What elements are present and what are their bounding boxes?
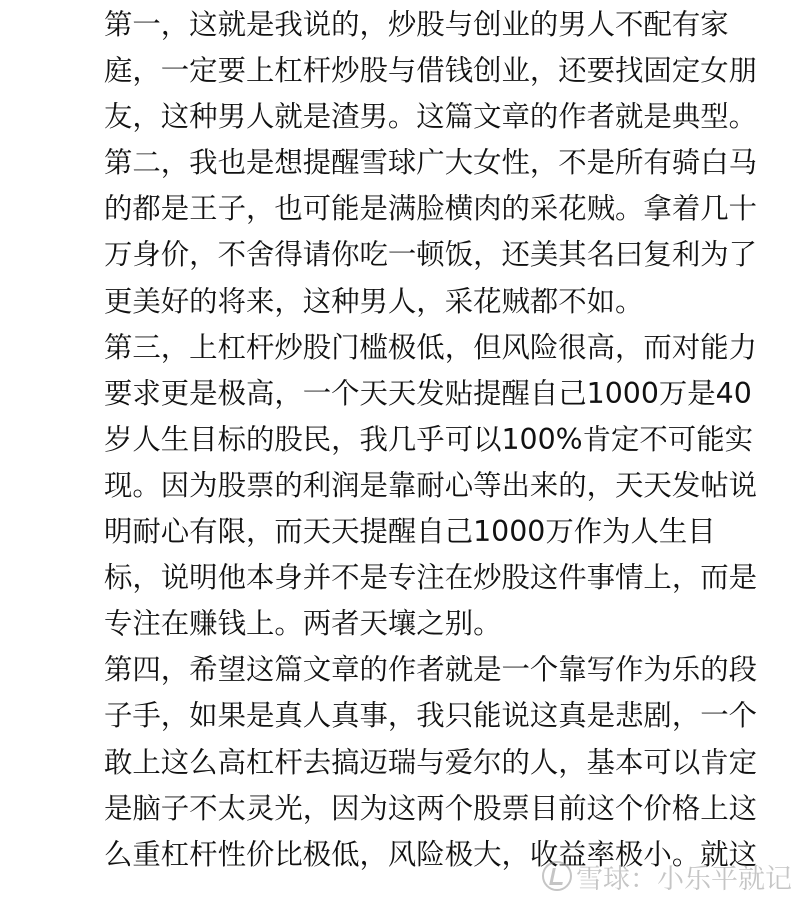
text-line: 敢上这么高杠杆去搞迈瑞与爱尔的人，基本可以肯定 — [104, 745, 757, 779]
text-line: 专注在赚钱上。两者天壤之别。 — [104, 607, 502, 641]
document-body — [104, 2, 784, 878]
text-line: 第四，希望这篇文章的作者就是一个靠写作为乐的段 — [104, 653, 757, 687]
text-line: 明耐心有限，而天天提醒自己1000万作为人生目 — [104, 515, 716, 549]
text-line: 是脑子不太灵光，因为这两个股票目前这个价格上这 — [104, 791, 757, 825]
text-line: 的都是王子，也可能是满脸横肉的采花贼。拿着几十 — [104, 192, 757, 226]
text-line: 标，说明他本身并不是专注在炒股这件事情上，而是 — [104, 561, 757, 595]
text-line: 第二，我也是想提醒雪球广大女性，不是所有骑白马 — [104, 146, 757, 180]
text-line: 岁人生目标的股民，我几乎可以100%肯定不可能实 — [104, 422, 753, 456]
text-line: 么重杠杆性价比极低，风险极大，收益率极小。就这 — [104, 837, 757, 871]
text-line: 子手，如果是真人真事，我只能说这真是悲剧，一个 — [104, 699, 757, 733]
text-line: 要求更是极高，一个天天发贴提醒自己1000万是40 — [104, 376, 752, 410]
watermark-text: 雪球：小乐平就记 — [576, 863, 792, 895]
text-line: 更美好的将来，这种男人，采花贼都不如。 — [104, 284, 644, 318]
text-line: 万身价，不舍得请你吃一顿饭，还美其名曰复利为了 — [104, 238, 757, 272]
watermark — [542, 856, 792, 896]
text-line: 第三，上杠杆炒股门槛极低，但风险很高，而对能力 — [104, 330, 757, 364]
text-line: 友，这种男人就是渣男。这篇文章的作者就是典型。 — [104, 100, 757, 134]
text-line: 第一，这就是我说的，炒股与创业的男人不配有家 — [104, 8, 729, 41]
text-line: 现。因为股票的利润是靠耐心等出来的，天天发帖说 — [104, 468, 757, 502]
text-line: 庭，一定要上杠杆炒股与借钱创业，还要找固定女朋 — [104, 54, 757, 88]
snowball-logo-icon — [542, 861, 572, 891]
